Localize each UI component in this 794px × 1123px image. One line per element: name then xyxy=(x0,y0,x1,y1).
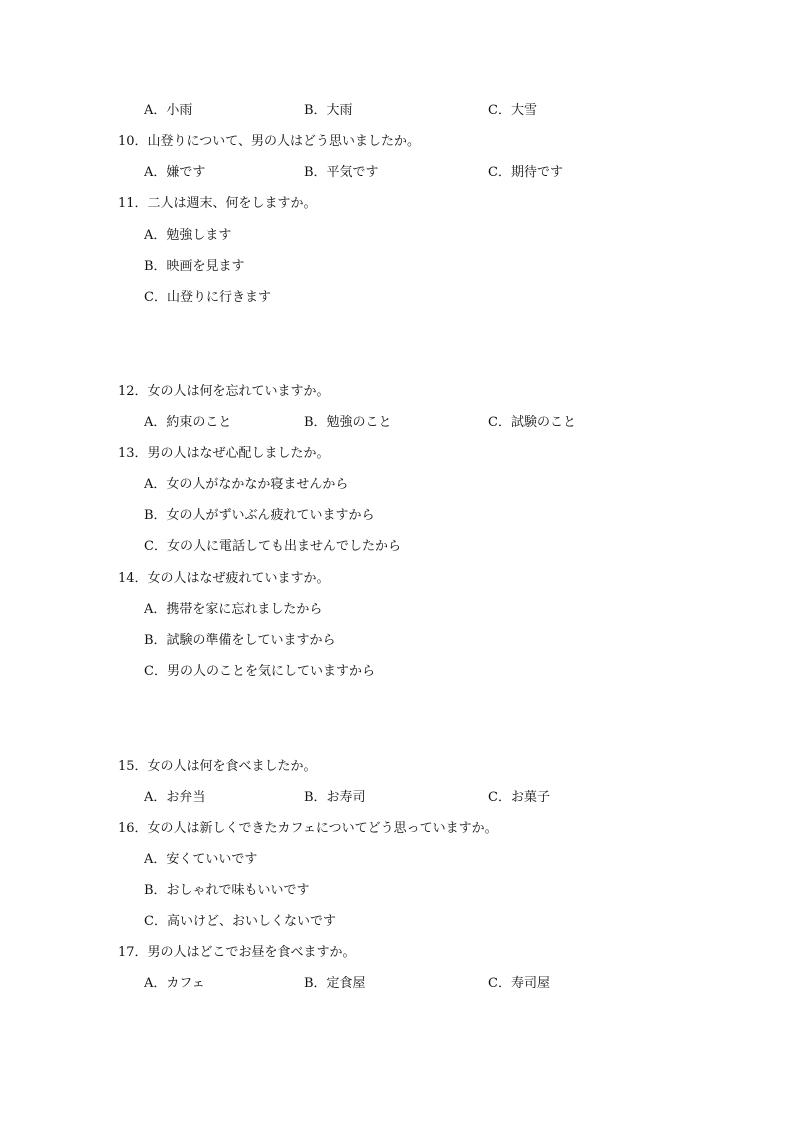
q12-text: 女の人は何を忘れていますか。 xyxy=(147,384,330,399)
q13-option-a: A．女の人がなかなか寝ませんから xyxy=(144,477,349,492)
q16-option-c: C．高いけど、おいしくないです xyxy=(144,914,336,929)
q17-option-b: B．定食屋 xyxy=(304,976,366,991)
q9-option-a: A．小雨 xyxy=(144,103,193,118)
q11-option-a: A．勉強します xyxy=(144,228,232,243)
q15-option-c: C．お菓子 xyxy=(488,790,550,805)
q13-option-c: C．女の人に電話しても出ませんでしたから xyxy=(144,539,401,554)
q10-option-a: A．嫌です xyxy=(144,165,206,180)
q17-number: 17． xyxy=(118,945,148,960)
q17-option-c: C．寿司屋 xyxy=(488,976,550,991)
q14-option-b: B．試験の準備をしていますから xyxy=(144,633,336,648)
q14-stem xyxy=(118,571,330,587)
q10-option-c: C．期待です xyxy=(488,165,563,180)
q14-option-a: A．携帯を家に忘れましたから xyxy=(144,602,323,617)
q12-option-a: A．約束のこと xyxy=(144,415,232,430)
q11-option-b: B．映画を見ます xyxy=(144,259,245,274)
q16-option-b: B．おしゃれで味もいいです xyxy=(144,883,310,898)
q13-option-b: B．女の人がずいぶん疲れていますから xyxy=(144,508,375,523)
q13-number: 13． xyxy=(118,446,148,461)
q16-stem xyxy=(118,821,498,837)
q12-stem xyxy=(118,384,330,400)
q13-stem xyxy=(118,446,330,462)
q10-stem xyxy=(118,134,420,150)
q14-option-c: C．男の人のことを気にしていますから xyxy=(144,664,375,679)
q14-text: 女の人はなぜ疲れていますか。 xyxy=(147,571,330,586)
q11-option-c: C．山登りに行きます xyxy=(144,290,271,305)
q15-option-a: A．お弁当 xyxy=(144,790,206,805)
q16-number: 16． xyxy=(118,821,148,836)
q10-text: 山登りについて、男の人はどう思いましたか。 xyxy=(147,134,421,149)
q10-number: 10． xyxy=(118,134,148,149)
q12-option-c: C．試験のこと xyxy=(488,415,576,430)
q12-number: 12． xyxy=(118,384,148,399)
q9-option-b: B．大雨 xyxy=(304,103,353,118)
q15-stem xyxy=(118,759,317,775)
q17-text: 男の人はどこでお昼を食べますか。 xyxy=(147,945,356,960)
q16-text: 女の人は新しくできたカフェについてどう思っていますか。 xyxy=(147,821,498,836)
q15-option-b: B．お寿司 xyxy=(304,790,366,805)
q11-text: 二人は週末、何をしますか。 xyxy=(147,196,317,211)
q13-text: 男の人はなぜ心配しましたか。 xyxy=(147,446,330,461)
q14-number: 14． xyxy=(118,571,148,586)
q10-option-b: B．平気です xyxy=(304,165,379,180)
q15-text: 女の人は何を食べましたか。 xyxy=(147,759,317,774)
q11-stem xyxy=(118,196,317,212)
q9-option-c: C．大雪 xyxy=(488,103,537,118)
q16-option-a: A．安くていいです xyxy=(144,852,258,867)
q17-stem xyxy=(118,945,356,961)
q15-number: 15． xyxy=(118,759,148,774)
q17-option-a: A．カフェ xyxy=(144,976,205,991)
q11-number: 11． xyxy=(118,196,148,211)
q12-option-b: B．勉強のこと xyxy=(304,415,392,430)
